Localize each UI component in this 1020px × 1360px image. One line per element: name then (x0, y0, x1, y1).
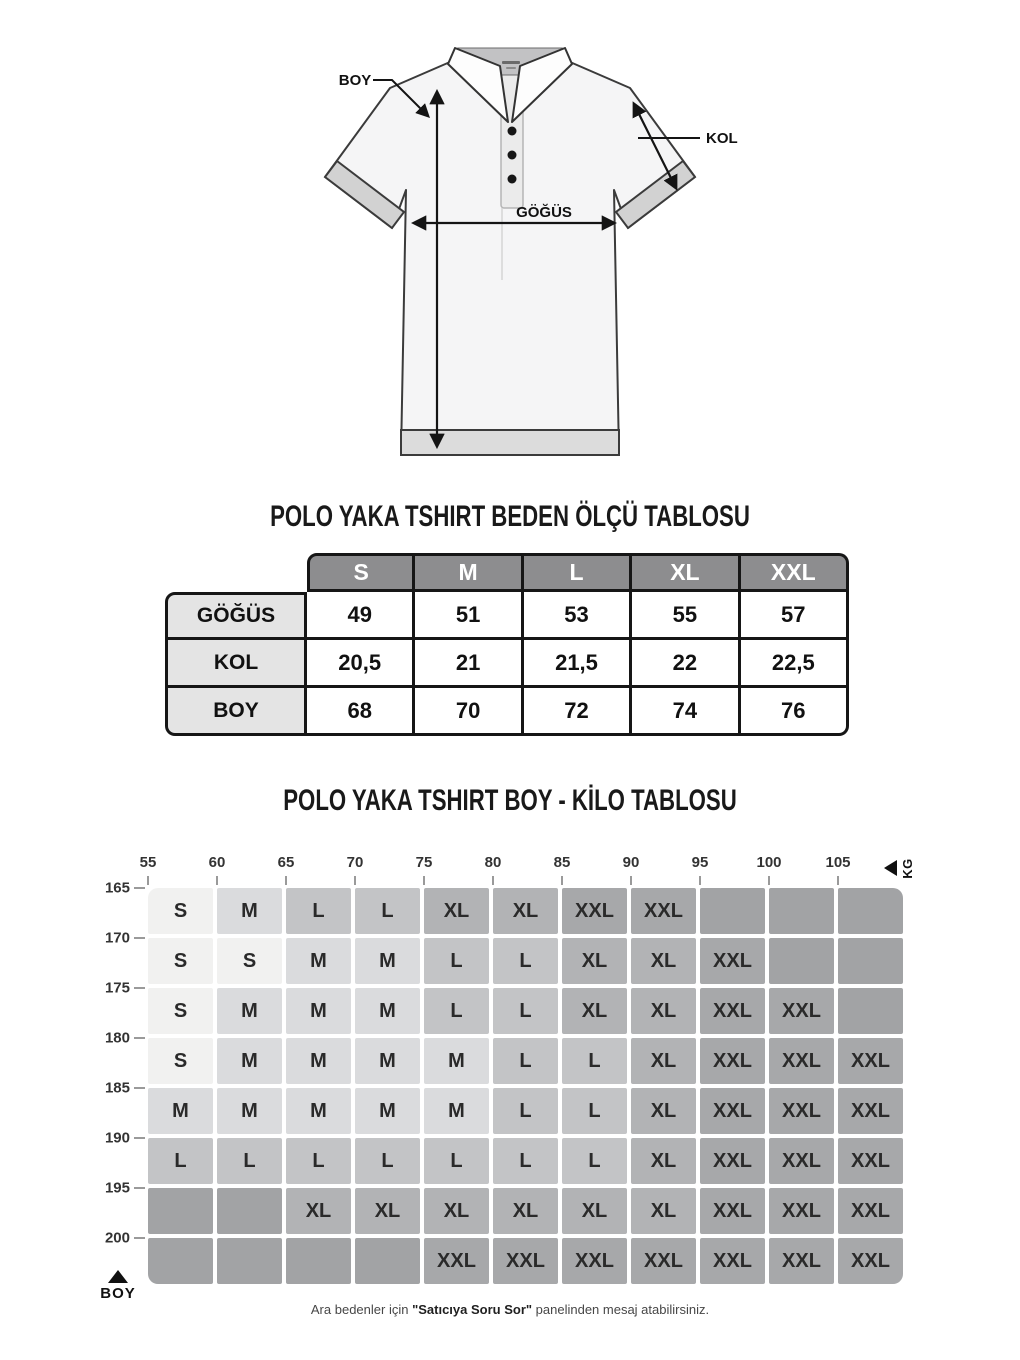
height-tick-label: 185 (104, 1079, 130, 1097)
weight-tick-label: 55 (139, 854, 157, 871)
size-table-cell: 57 (741, 592, 849, 640)
hw-cell-XXL: XXL (838, 1188, 903, 1234)
height-weight-grid (148, 888, 903, 1284)
hw-cell-empty (838, 938, 903, 984)
footer-bold-text: "Satıcıya Soru Sor" (412, 1302, 533, 1317)
button (508, 127, 517, 136)
boy-axis-marker (94, 1270, 142, 1302)
weight-tick-label: 105 (825, 854, 851, 871)
height-tick-label: 195 (104, 1179, 130, 1197)
size-table-corner-spacer (165, 553, 307, 592)
hw-cell-L: L (217, 1138, 282, 1184)
weight-tick-mark (837, 876, 839, 885)
hw-cell-empty (355, 1238, 420, 1284)
weight-tick-label: 80 (484, 854, 502, 871)
hw-cell-XL: XL (631, 1038, 696, 1084)
hw-cell-XL: XL (562, 938, 627, 984)
hw-cell-L: L (562, 1138, 627, 1184)
hw-cell-XL: XL (424, 1188, 489, 1234)
hw-cell-XL: XL (631, 1088, 696, 1134)
hw-cell-empty (838, 888, 903, 934)
boy-measurement-label: BOY (338, 72, 372, 89)
hw-cell-M: M (148, 1088, 213, 1134)
hw-cell-M: M (217, 888, 282, 934)
hw-cell-M: M (217, 1088, 282, 1134)
hw-cell-XXL: XXL (769, 1038, 834, 1084)
hw-cell-L: L (286, 888, 351, 934)
hw-cell-M: M (424, 1088, 489, 1134)
weight-tick-label: 85 (553, 854, 571, 871)
hw-cell-XXL: XXL (562, 888, 627, 934)
size-table-cell: 20,5 (307, 640, 415, 688)
hw-cell-L: L (493, 988, 558, 1034)
weight-tick-label: 60 (208, 854, 226, 871)
kg-arrow-icon (884, 860, 897, 876)
size-table-cell: 22 (632, 640, 740, 688)
hw-cell-empty (217, 1238, 282, 1284)
size-table-cell: 21 (415, 640, 523, 688)
hw-cell-XXL: XXL (769, 1088, 834, 1134)
hw-cell-XXL: XXL (838, 1138, 903, 1184)
weight-tick-mark (768, 876, 770, 885)
size-table-cell: 53 (524, 592, 632, 640)
size-col-header: XL (632, 553, 740, 592)
size-table-title: POLO YAKA TSHIRT BEDEN ÖLÇÜ TABLOSU (270, 500, 750, 533)
size-row-label: BOY (165, 688, 307, 736)
weight-tick-mark (699, 876, 701, 885)
hw-cell-XXL: XXL (769, 1188, 834, 1234)
hw-cell-S: S (148, 988, 213, 1034)
hw-cell-XXL: XXL (424, 1238, 489, 1284)
size-row-label: GÖĞÜS (165, 592, 307, 640)
weight-axis-ticks (139, 854, 903, 888)
hw-cell-L: L (493, 938, 558, 984)
hw-cell-L: L (355, 1138, 420, 1184)
button (508, 151, 517, 160)
hw-cell-XL: XL (631, 988, 696, 1034)
hw-cell-XL: XL (562, 1188, 627, 1234)
height-tick-mark (134, 1087, 145, 1089)
size-col-header: XXL (741, 553, 849, 592)
size-table-cell: 72 (524, 688, 632, 736)
hw-cell-XXL: XXL (700, 1138, 765, 1184)
size-table-cell: 49 (307, 592, 415, 640)
hw-cell-XXL: XXL (838, 1088, 903, 1134)
footer-text-before: Ara bedenler için (310, 1302, 413, 1317)
size-col-header: M (415, 553, 523, 592)
hw-cell-M: M (217, 1038, 282, 1084)
gogus-measurement-label: GÖĞÜS (516, 204, 572, 221)
weight-tick-label: 90 (622, 854, 640, 871)
hw-cell-XXL: XXL (700, 938, 765, 984)
hw-cell-XXL: XXL (769, 1138, 834, 1184)
hw-cell-L: L (493, 1038, 558, 1084)
weight-tick-mark (285, 876, 287, 885)
hw-cell-XL: XL (562, 988, 627, 1034)
hw-cell-L: L (286, 1138, 351, 1184)
hw-cell-XXL: XXL (631, 888, 696, 934)
hw-cell-L: L (562, 1038, 627, 1084)
hw-cell-XXL: XXL (838, 1038, 903, 1084)
weight-tick-mark (561, 876, 563, 885)
weight-tick-mark (492, 876, 494, 885)
hw-cell-XL: XL (631, 1188, 696, 1234)
hw-cell-empty (700, 888, 765, 934)
weight-tick-label: 65 (277, 854, 295, 871)
collar-brand-mark (502, 61, 520, 64)
hw-cell-S: S (217, 938, 282, 984)
weight-tick-mark (216, 876, 218, 885)
hw-cell-XL: XL (493, 888, 558, 934)
boy-axis-label: BOY (100, 1285, 136, 1302)
size-table-cell: 51 (415, 592, 523, 640)
size-col-header: L (524, 553, 632, 592)
kol-measurement-label: KOL (706, 130, 738, 147)
size-table-cell: 74 (632, 688, 740, 736)
kg-axis-marker (884, 854, 918, 882)
footer-text-after: panelinden mesaj atabilirsiniz. (532, 1302, 710, 1317)
hw-cell-XXL: XXL (700, 1188, 765, 1234)
hw-cell-S: S (148, 1038, 213, 1084)
height-tick-mark (134, 987, 145, 989)
footer-note (0, 1302, 1020, 1317)
size-table (165, 553, 849, 736)
height-tick-label: 170 (104, 929, 130, 947)
hw-cell-empty (148, 1188, 213, 1234)
hw-cell-M: M (286, 938, 351, 984)
hw-cell-M: M (355, 988, 420, 1034)
hw-cell-empty (286, 1238, 351, 1284)
hw-cell-XXL: XXL (700, 1038, 765, 1084)
size-row-label: KOL (165, 640, 307, 688)
height-tick-mark (134, 1037, 145, 1039)
hw-cell-XXL: XXL (700, 1088, 765, 1134)
hw-cell-M: M (286, 1088, 351, 1134)
hw-cell-XL: XL (286, 1188, 351, 1234)
size-table-cell: 22,5 (741, 640, 849, 688)
height-axis-ticks (64, 879, 148, 1284)
hw-cell-XXL: XXL (700, 988, 765, 1034)
hw-cell-XL: XL (631, 938, 696, 984)
weight-tick-mark (147, 876, 149, 885)
height-tick-mark (134, 1187, 145, 1189)
hw-cell-XXL: XXL (769, 988, 834, 1034)
hw-cell-XL: XL (424, 888, 489, 934)
hw-cell-L: L (424, 1138, 489, 1184)
height-tick-mark (134, 1137, 145, 1139)
height-tick-label: 190 (104, 1129, 130, 1147)
height-tick-label: 175 (104, 979, 130, 997)
hw-cell-XXL: XXL (562, 1238, 627, 1284)
size-table-cell: 55 (632, 592, 740, 640)
hw-cell-L: L (493, 1138, 558, 1184)
height-tick-mark (134, 1237, 145, 1239)
shirt-hem-band (401, 430, 619, 455)
hw-cell-L: L (424, 938, 489, 984)
hw-cell-M: M (286, 1038, 351, 1084)
hw-cell-XL: XL (355, 1188, 420, 1234)
hw-cell-M: M (286, 988, 351, 1034)
hw-cell-XXL: XXL (769, 1238, 834, 1284)
hw-cell-XXL: XXL (838, 1238, 903, 1284)
height-tick-label: 180 (104, 1029, 130, 1047)
hw-cell-empty (217, 1188, 282, 1234)
hw-cell-S: S (148, 888, 213, 934)
hw-cell-L: L (148, 1138, 213, 1184)
hw-cell-XXL: XXL (631, 1238, 696, 1284)
hw-cell-XL: XL (493, 1188, 558, 1234)
weight-tick-label: 95 (691, 854, 709, 871)
hw-cell-empty (838, 988, 903, 1034)
hw-cell-L: L (355, 888, 420, 934)
height-tick-label: 165 (104, 879, 130, 897)
hw-cell-M: M (424, 1038, 489, 1084)
hw-cell-empty (769, 888, 834, 934)
size-table-cell: 70 (415, 688, 523, 736)
hw-cell-M: M (217, 988, 282, 1034)
hw-cell-L: L (493, 1088, 558, 1134)
hw-cell-L: L (562, 1088, 627, 1134)
button (508, 175, 517, 184)
hw-cell-XXL: XXL (493, 1238, 558, 1284)
height-tick-mark (134, 937, 145, 939)
hw-cell-L: L (424, 988, 489, 1034)
size-table-cell: 68 (307, 688, 415, 736)
hw-cell-M: M (355, 1038, 420, 1084)
hw-cell-empty (148, 1238, 213, 1284)
weight-tick-label: 75 (415, 854, 433, 871)
size-col-header: S (307, 553, 415, 592)
hw-cell-S: S (148, 938, 213, 984)
weight-tick-mark (354, 876, 356, 885)
weight-tick-label: 70 (346, 854, 364, 871)
weight-tick-mark (423, 876, 425, 885)
hw-cell-XL: XL (631, 1138, 696, 1184)
size-table-cell: 76 (741, 688, 849, 736)
kg-axis-label: KG (899, 857, 915, 879)
hw-cell-M: M (355, 1088, 420, 1134)
boy-arrow-icon (108, 1270, 128, 1283)
weight-tick-label: 100 (756, 854, 782, 871)
hw-cell-XXL: XXL (700, 1238, 765, 1284)
hw-cell-empty (769, 938, 834, 984)
size-table-cell: 21,5 (524, 640, 632, 688)
height-tick-label: 200 (104, 1229, 130, 1247)
weight-tick-mark (630, 876, 632, 885)
hw-cell-M: M (355, 938, 420, 984)
height-weight-chart-title: POLO YAKA TSHIRT BOY - KİLO TABLOSU (283, 784, 737, 817)
collar-brand-mark (506, 67, 516, 69)
polo-shirt-diagram (280, 42, 750, 472)
height-tick-mark (134, 887, 145, 889)
